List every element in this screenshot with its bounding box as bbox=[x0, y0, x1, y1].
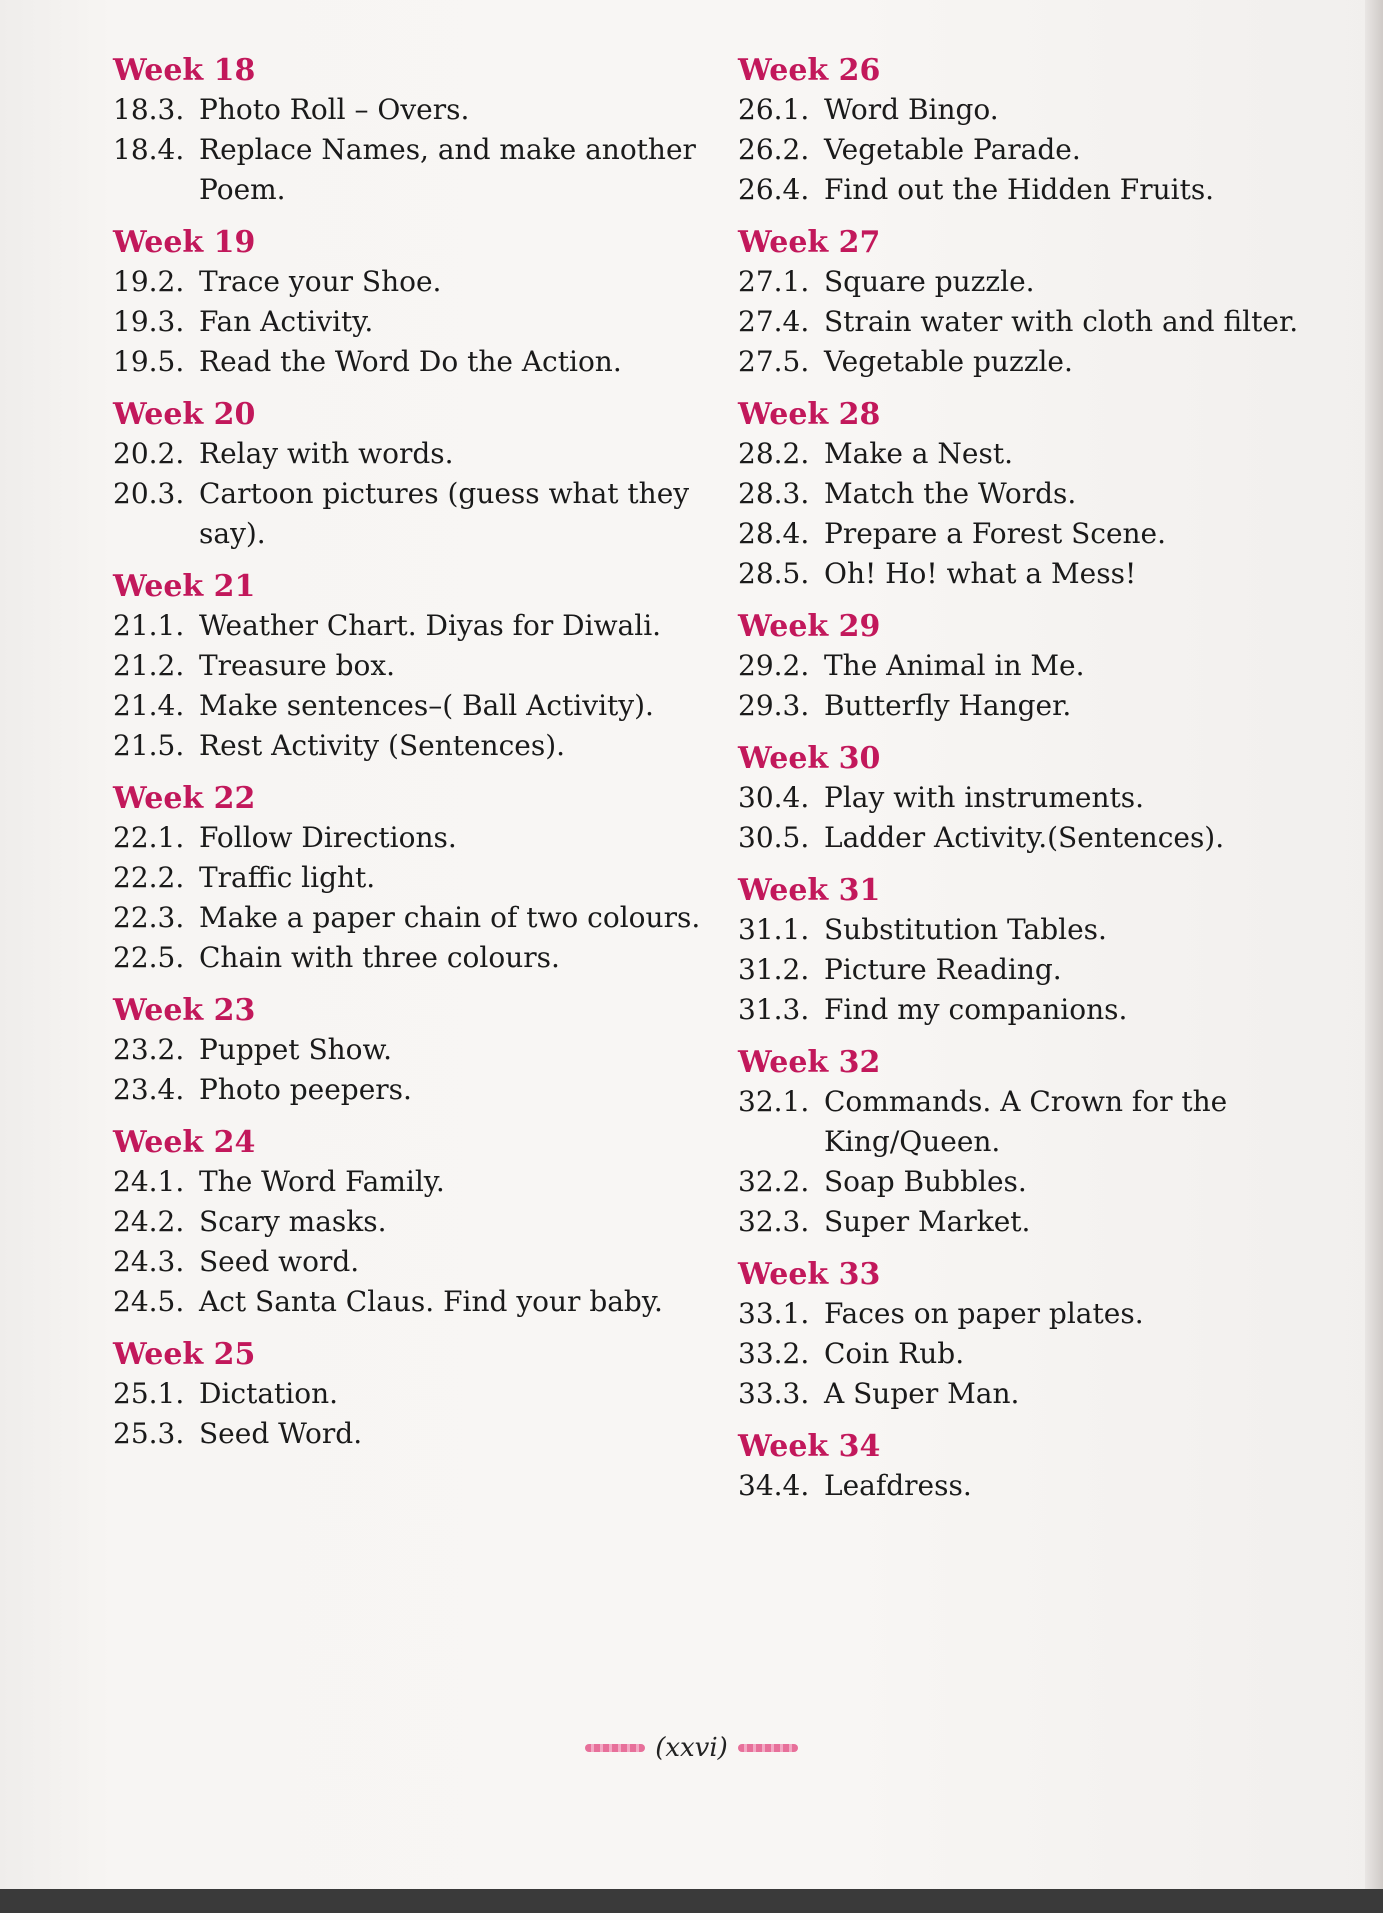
activity-item bbox=[738, 1374, 1338, 1414]
activity-item bbox=[113, 1282, 713, 1322]
activity-number: 28.5. bbox=[738, 557, 810, 590]
week-section bbox=[113, 780, 713, 978]
activity-number: 33.2. bbox=[738, 1337, 810, 1370]
activity-number: 31.3. bbox=[738, 993, 810, 1026]
activity-number: 19.3. bbox=[113, 305, 185, 338]
activity-number: 28.2. bbox=[738, 437, 810, 470]
activity-item bbox=[738, 302, 1338, 342]
week-heading: Week 34 bbox=[738, 1429, 881, 1464]
activity-text: Faces on paper plates. bbox=[824, 1297, 1144, 1330]
left-column bbox=[113, 52, 713, 1468]
week-heading: Week 30 bbox=[738, 741, 881, 776]
activity-text: Seed Word. bbox=[199, 1417, 363, 1450]
activity-text: Commands. A Crown for the King/Queen. bbox=[824, 1085, 1228, 1158]
week-section bbox=[113, 1124, 713, 1322]
activity-number: 24.2. bbox=[113, 1205, 185, 1238]
activity-item bbox=[738, 130, 1338, 170]
week-heading: Week 29 bbox=[738, 609, 881, 644]
activity-number: 34.4. bbox=[738, 1469, 810, 1502]
activity-text: Butterfly Hanger. bbox=[824, 689, 1072, 722]
activity-number: 31.1. bbox=[738, 913, 810, 946]
activity-item bbox=[113, 130, 713, 210]
activity-number: 26.1. bbox=[738, 93, 810, 126]
week-heading: Week 22 bbox=[113, 781, 256, 816]
activity-number: 22.1. bbox=[113, 821, 185, 854]
activity-number: 33.3. bbox=[738, 1377, 810, 1410]
activity-text: Traffic light. bbox=[199, 861, 376, 894]
activity-text: Follow Directions. bbox=[199, 821, 457, 854]
activity-item bbox=[738, 1162, 1338, 1202]
page-footer bbox=[0, 1733, 1383, 1763]
activity-text: Picture Reading. bbox=[824, 953, 1062, 986]
activity-number: 27.1. bbox=[738, 265, 810, 298]
activity-number: 32.3. bbox=[738, 1205, 810, 1238]
activity-text: Find my companions. bbox=[824, 993, 1128, 1026]
activity-item bbox=[738, 818, 1338, 858]
activity-text: Super Market. bbox=[824, 1205, 1031, 1238]
activity-item bbox=[113, 1202, 713, 1242]
activity-number: 21.2. bbox=[113, 649, 185, 682]
activity-number: 23.2. bbox=[113, 1033, 185, 1066]
activity-text: Make a paper chain of two colours. bbox=[199, 901, 701, 934]
activity-item bbox=[113, 1030, 713, 1070]
activity-item bbox=[113, 726, 713, 766]
page-number: (xxvi) bbox=[655, 1733, 728, 1763]
activity-text: Soap Bubbles. bbox=[824, 1165, 1027, 1198]
activity-text: Coin Rub. bbox=[824, 1337, 965, 1370]
activity-item bbox=[113, 342, 713, 382]
activity-text: Prepare a Forest Scene. bbox=[824, 517, 1167, 550]
activity-item bbox=[738, 950, 1338, 990]
activity-number: 26.2. bbox=[738, 133, 810, 166]
activity-text: Fan Activity. bbox=[199, 305, 374, 338]
week-heading: Week 33 bbox=[738, 1257, 881, 1292]
week-section bbox=[113, 1336, 713, 1454]
activity-number: 21.4. bbox=[113, 689, 185, 722]
activity-number: 25.3. bbox=[113, 1417, 185, 1450]
scan-bottom-edge bbox=[0, 1889, 1383, 1913]
activity-number: 29.2. bbox=[738, 649, 810, 682]
activity-number: 25.1. bbox=[113, 1377, 185, 1410]
activity-item bbox=[738, 646, 1338, 686]
right-column bbox=[738, 52, 1338, 1520]
activity-text: Leafdress. bbox=[824, 1469, 972, 1502]
activity-number: 18.3. bbox=[113, 93, 185, 126]
activity-number: 33.1. bbox=[738, 1297, 810, 1330]
week-heading: Week 25 bbox=[113, 1337, 256, 1372]
week-section bbox=[113, 52, 713, 210]
activity-text: Chain with three colours. bbox=[199, 941, 560, 974]
week-section bbox=[113, 568, 713, 766]
activity-item bbox=[113, 262, 713, 302]
activity-number: 24.5. bbox=[113, 1285, 185, 1318]
week-section bbox=[738, 224, 1338, 382]
activity-number: 22.2. bbox=[113, 861, 185, 894]
activity-number: 19.5. bbox=[113, 345, 185, 378]
week-section bbox=[738, 1428, 1338, 1506]
activity-item bbox=[738, 910, 1338, 950]
activity-item bbox=[113, 1242, 713, 1282]
activity-item bbox=[738, 554, 1338, 594]
activity-text: Weather Chart. Diyas for Diwali. bbox=[199, 609, 662, 642]
activity-number: 32.2. bbox=[738, 1165, 810, 1198]
activity-text: Replace Names, and make another Poem. bbox=[199, 133, 696, 206]
activity-number: 29.3. bbox=[738, 689, 810, 722]
activity-text: Make a Nest. bbox=[824, 437, 1013, 470]
activity-text: Seed word. bbox=[199, 1245, 360, 1278]
activity-item bbox=[113, 646, 713, 686]
activity-text: A Super Man. bbox=[824, 1377, 1020, 1410]
activity-number: 28.4. bbox=[738, 517, 810, 550]
activity-item bbox=[738, 514, 1338, 554]
activity-text: Match the Words. bbox=[824, 477, 1077, 510]
activity-item bbox=[738, 170, 1338, 210]
activity-text: Treasure box. bbox=[199, 649, 396, 682]
footer-ornament-left bbox=[585, 1744, 645, 1752]
activity-item bbox=[113, 1070, 713, 1110]
activity-text: Puppet Show. bbox=[199, 1033, 393, 1066]
week-section bbox=[113, 992, 713, 1110]
activity-item bbox=[738, 1082, 1338, 1162]
activity-item bbox=[113, 606, 713, 646]
activity-item bbox=[113, 1374, 713, 1414]
activity-item bbox=[113, 302, 713, 342]
activity-item bbox=[738, 434, 1338, 474]
week-section bbox=[738, 1256, 1338, 1414]
activity-text: Photo Roll – Overs. bbox=[199, 93, 470, 126]
activity-text: Make sentences–( Ball Activity). bbox=[199, 689, 654, 722]
activity-number: 21.5. bbox=[113, 729, 185, 762]
activity-item bbox=[113, 1162, 713, 1202]
activity-item bbox=[113, 938, 713, 978]
week-heading: Week 27 bbox=[738, 225, 881, 260]
activity-number: 21.1. bbox=[113, 609, 185, 642]
activity-item bbox=[113, 474, 713, 554]
week-section bbox=[738, 52, 1338, 210]
activity-number: 22.3. bbox=[113, 901, 185, 934]
activity-number: 20.2. bbox=[113, 437, 185, 470]
activity-item bbox=[738, 1334, 1338, 1374]
activity-text: Strain water with cloth and filter. bbox=[824, 305, 1299, 338]
activity-number: 18.4. bbox=[113, 133, 185, 166]
activity-item bbox=[113, 898, 713, 938]
activity-text: The Word Family. bbox=[199, 1165, 445, 1198]
activity-number: 19.2. bbox=[113, 265, 185, 298]
week-heading: Week 19 bbox=[113, 225, 256, 260]
page-edge-shadow bbox=[1365, 0, 1383, 1913]
activity-text: The Animal in Me. bbox=[824, 649, 1085, 682]
week-section bbox=[738, 872, 1338, 1030]
activity-text: Ladder Activity.(Sentences). bbox=[824, 821, 1225, 854]
week-heading: Week 23 bbox=[113, 993, 256, 1028]
activity-text: Act Santa Claus. Find your baby. bbox=[199, 1285, 663, 1318]
activity-item bbox=[738, 990, 1338, 1030]
activity-number: 27.5. bbox=[738, 345, 810, 378]
activity-number: 20.3. bbox=[113, 477, 185, 510]
week-section bbox=[738, 396, 1338, 594]
week-section bbox=[738, 1044, 1338, 1242]
activity-number: 32.1. bbox=[738, 1085, 810, 1118]
activity-item bbox=[738, 262, 1338, 302]
activity-text: Rest Activity (Sentences). bbox=[199, 729, 566, 762]
activity-text: Find out the Hidden Fruits. bbox=[824, 173, 1215, 206]
activity-text: Word Bingo. bbox=[824, 93, 999, 126]
activity-text: Cartoon pictures (guess what they say). bbox=[199, 477, 690, 550]
week-heading: Week 18 bbox=[113, 53, 256, 88]
activity-number: 28.3. bbox=[738, 477, 810, 510]
activity-item bbox=[738, 1466, 1338, 1506]
activity-number: 30.4. bbox=[738, 781, 810, 814]
activity-number: 23.4. bbox=[113, 1073, 185, 1106]
activity-item bbox=[738, 1202, 1338, 1242]
activity-text: Vegetable Parade. bbox=[824, 133, 1081, 166]
week-heading: Week 20 bbox=[113, 397, 256, 432]
activity-text: Dictation. bbox=[199, 1377, 339, 1410]
activity-item bbox=[738, 342, 1338, 382]
activity-text: Photo peepers. bbox=[199, 1073, 412, 1106]
activity-text: Trace your Shoe. bbox=[199, 265, 442, 298]
activity-item bbox=[113, 686, 713, 726]
activity-number: 30.5. bbox=[738, 821, 810, 854]
week-section bbox=[113, 396, 713, 554]
activity-number: 31.2. bbox=[738, 953, 810, 986]
activity-item bbox=[113, 434, 713, 474]
activity-text: Read the Word Do the Action. bbox=[199, 345, 622, 378]
activity-text: Substitution Tables. bbox=[824, 913, 1107, 946]
activity-item bbox=[113, 818, 713, 858]
week-section bbox=[738, 608, 1338, 726]
activity-text: Scary masks. bbox=[199, 1205, 387, 1238]
week-heading: Week 32 bbox=[738, 1045, 881, 1080]
activity-text: Vegetable puzzle. bbox=[824, 345, 1073, 378]
week-heading: Week 21 bbox=[113, 569, 256, 604]
activity-item bbox=[738, 474, 1338, 514]
activity-number: 27.4. bbox=[738, 305, 810, 338]
footer-ornament-right bbox=[738, 1744, 798, 1752]
activity-item bbox=[738, 686, 1338, 726]
week-heading: Week 31 bbox=[738, 873, 881, 908]
activity-item bbox=[113, 858, 713, 898]
activity-text: Square puzzle. bbox=[824, 265, 1035, 298]
activity-item bbox=[738, 90, 1338, 130]
activity-text: Oh! Ho! what a Mess! bbox=[824, 557, 1137, 590]
activity-item bbox=[113, 1414, 713, 1454]
activity-number: 24.1. bbox=[113, 1165, 185, 1198]
activity-text: Play with instruments. bbox=[824, 781, 1145, 814]
week-heading: Week 26 bbox=[738, 53, 881, 88]
activity-number: 24.3. bbox=[113, 1245, 185, 1278]
activity-text: Relay with words. bbox=[199, 437, 454, 470]
week-section bbox=[738, 740, 1338, 858]
week-heading: Week 24 bbox=[113, 1125, 256, 1160]
week-section bbox=[113, 224, 713, 382]
week-heading: Week 28 bbox=[738, 397, 881, 432]
activity-item bbox=[738, 778, 1338, 818]
activity-item bbox=[738, 1294, 1338, 1334]
activity-number: 26.4. bbox=[738, 173, 810, 206]
activity-number: 22.5. bbox=[113, 941, 185, 974]
activity-item bbox=[113, 90, 713, 130]
